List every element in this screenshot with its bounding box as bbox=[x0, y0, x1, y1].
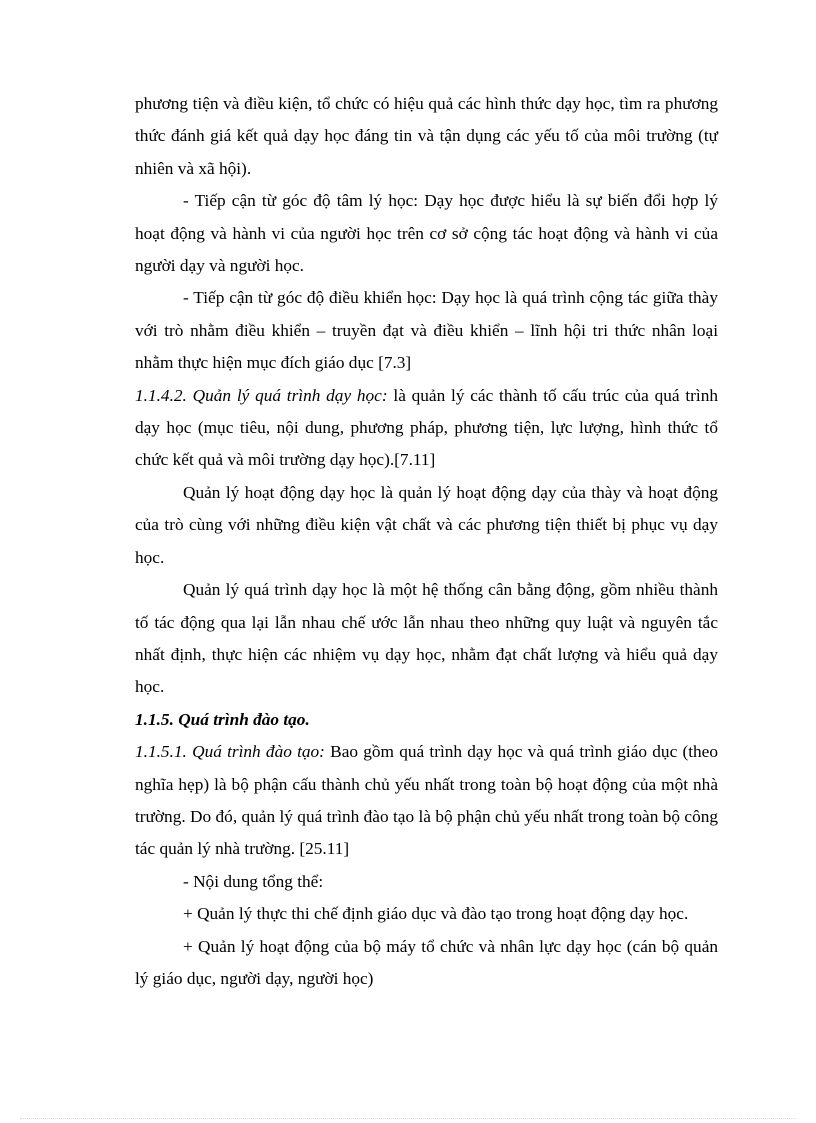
document-page bbox=[135, 88, 718, 995]
paragraph-teaching-management: Quản lý hoạt động dạy học là quản lý hoạt động dạy của thày và hoạt động của trò cùng với những điều kiện vật chất và các phương tiện thiết bị phục vụ dạy học. bbox=[135, 482, 718, 567]
paragraph-bullet-1: + Quản lý thực thi chế định giáo dục và đào tạo trong hoạt động dạy học. bbox=[183, 904, 689, 924]
section-text-1-1-4-2: là quản lý các thành tố cấu trúc của quá trình dạy học (mục tiêu, nội dung, phương pháp, phương tiện, lực lượng, hình thức tổ chức kết quả và môi trường dạy học).[7.11] bbox=[135, 385, 718, 470]
section-heading-1-1-5: 1.1.5. Quá trình đào tạo. bbox=[135, 709, 310, 729]
paragraph-overall-content: - Nội dung tổng thể: bbox=[183, 871, 324, 891]
section-text-1-1-5-1: Bao gồm quá trình dạy học và quá trình giáo dục (theo nghĩa hẹp) là bộ phận cấu thành chủ yếu nhất trong toàn bộ hoạt động của một nhà trường. Do đó, quản lý quá trình đào tạo là bộ phận chủ yếu nhất trong toàn bộ công tác quản lý nhà trường. [25.11] bbox=[135, 742, 718, 859]
page-bottom-divider bbox=[20, 1118, 796, 1119]
paragraph-psychology: - Tiếp cận từ góc độ tâm lý học: Dạy học được hiểu là sự biến đổi hợp lý hoạt động và hành vi của người học trên cơ sở cộng tác hoạt động và hành vi của người dạy và người học. bbox=[135, 191, 718, 276]
section-label-1-1-5-1: 1.1.5.1. Quá trình đào tạo: bbox=[135, 742, 325, 762]
paragraph-1-1-4-2 bbox=[135, 380, 718, 477]
section-label-1-1-4-2: 1.1.4.2. Quản lý quá trình dạy học: bbox=[135, 385, 388, 405]
paragraph-process-management: Quản lý quá trình dạy học là một hệ thống cân bằng động, gồm nhiều thành tố tác động qua lại lẫn nhau chế ước lẫn nhau theo những quy luật và nguyên tắc nhất định, thực hiện các nhiệm vụ dạy học, nhằm đạt chất lượng và hiểu quả dạy học. bbox=[135, 580, 718, 697]
paragraph-1: phương tiện và điều kiện, tổ chức có hiệu quả các hình thức dạy học, tìm ra phương thức đánh giá kết quả dạy học đáng tin và tận dụng các yếu tố của môi trường (tự nhiên và xã hội). bbox=[135, 94, 718, 178]
paragraph-bullet-2: + Quản lý hoạt động của bộ máy tổ chức và nhân lực dạy học (cán bộ quản lý giáo dục, người dạy, người học) bbox=[135, 936, 718, 988]
paragraph-cybernetics: - Tiếp cận từ góc độ điều khiển học: Dạy học là quá trình cộng tác giữa thày với trò nhằm điều khiển – truyền đạt và điều khiển – lĩnh hội tri thức nhân loại nhằm thực hiện mục đích giáo dục [7.3] bbox=[135, 288, 718, 373]
paragraph-1-1-5-1 bbox=[135, 736, 718, 866]
